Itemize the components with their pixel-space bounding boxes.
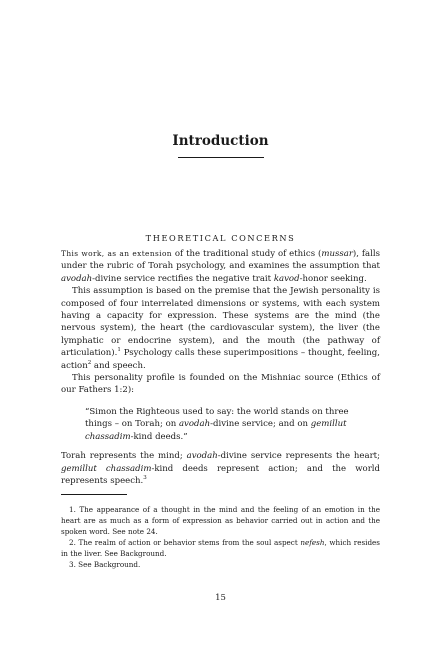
italic-term: nefesh [300,538,325,547]
italic-term: gemillut chassadim [61,463,152,474]
footnote-2 [61,537,380,559]
text-run: -kind deeds.” [130,431,188,442]
italic-term: avodah [186,451,218,462]
paragraph-3 [61,372,380,397]
paragraph-1 [61,248,380,285]
text-run: -honor seeking. [299,273,367,284]
italic-term: gemillut chassadim [85,419,347,442]
footnote-ref-2[interactable]: 2 [87,359,92,366]
italic-term: avodah [178,419,211,430]
paragraph-2 [61,285,380,372]
text-run: and speech. [91,360,146,371]
text-run: -kind deeds represent action; and the world represents speech. [61,463,380,486]
text-run: ), falls under the rubric of Torah psychology, and examines the assumption that [61,249,381,272]
text-run: 1. The appearance of a thought in the mind and the feeling of an emotion in the heart are as much as a form of expression as behavior carried out in action and the spoken word. See note 24. [61,505,380,536]
chapter-title: Introduction [172,133,269,149]
text-run: -divine service; and on [210,419,311,430]
text-run: This personality profile is founded on the Mishniac source (Ethics of our Fathers 1:2): [61,373,380,396]
block-quote [85,406,372,443]
text-run: Psychology calls these superimpositions – thought, feeling, action [61,348,380,371]
text-run: , which resides in the liver. See Background. [61,538,380,558]
italic-term: kavod [273,273,300,284]
text-run: of the traditional study of ethics ( [171,249,322,259]
footnote-3 [61,559,380,570]
italic-term: mussar [321,249,353,259]
text-run: “Simon the Righteous used to say: the world stands on three things – on Torah; on [85,406,349,430]
text-run: Torah represents the mind; [61,451,187,462]
text-run: 3. See Background. [69,560,141,569]
footnote-separator [61,494,127,495]
lead-in-smallcaps: This work, as an extension [61,249,172,258]
text-run: -divine service represents the heart; [217,451,380,462]
page-number: 15 [215,593,226,603]
footnotes [61,504,380,570]
text-run: -divine service rectifies the negative trait [92,273,274,284]
title-rule [178,157,264,158]
footnote-1 [61,504,380,537]
footnote-ref-3[interactable]: 3 [143,475,147,482]
italic-term: avodah [61,273,93,284]
paragraph-4 [61,450,380,487]
text-run: 2. The realm of action or behavior stems from the soul aspect [69,538,301,547]
section-heading: THEORETICAL CONCERNS [145,233,296,243]
body-text [61,248,380,487]
text-run: This assumption is based on the premise that the Jewish personality is composed of four interrelated dimensions or systems, with each system having a capacity for expression. These systems are the mind (the nervous system), the heart (the cardiovascular system), the liver (the lymphatic or endocrine system), and the mouth (the pathway of articulation). [61,286,380,359]
footnote-ref-1[interactable]: 1 [117,347,121,354]
